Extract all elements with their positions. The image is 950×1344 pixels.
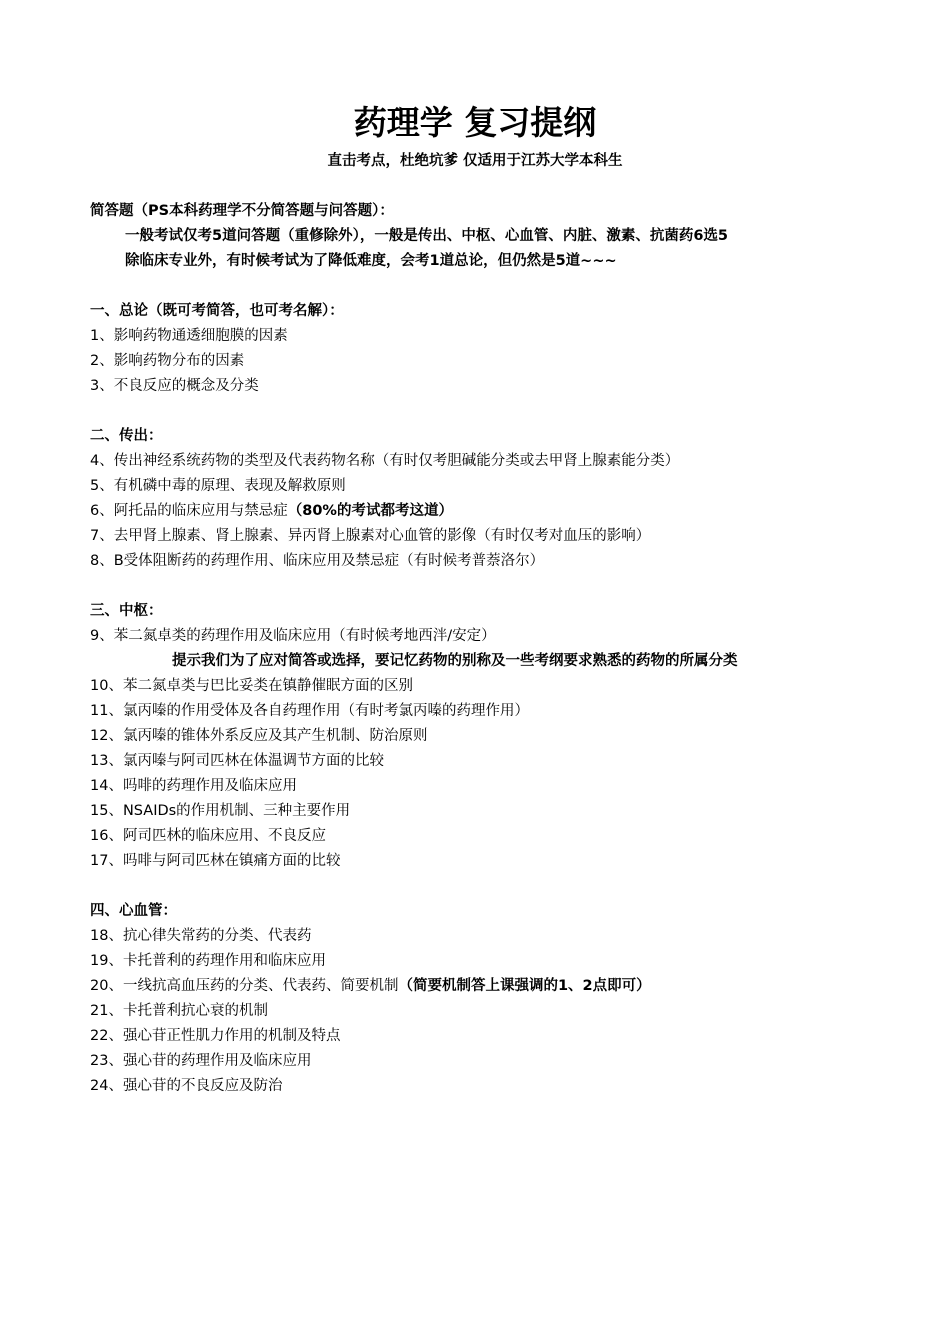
intro-line-2: 除临床专业外，有时候考试为了降低难度，会考1道总论，但仍然是5道~~~: [125, 253, 617, 269]
list-item: 17、吗啡与阿司匹林在镇痛方面的比较: [90, 853, 341, 869]
section-general-heading: 一、总论（既可考简答，也可考名解）：: [90, 303, 344, 319]
list-item: 24、强心苷的不良反应及防治: [90, 1078, 283, 1094]
list-item: 19、卡托普利的药理作用和临床应用: [90, 953, 326, 969]
list-item: 14、吗啡的药理作用及临床应用: [90, 778, 297, 794]
list-item: 5、有机磷中毒的原理、表现及解救原则: [90, 478, 346, 494]
list-item: 21、卡托普利抗心衰的机制: [90, 1003, 268, 1019]
list-item: 22、强心苷正性肌力作用的机制及特点: [90, 1028, 341, 1044]
list-item: 12、氯丙嗪的锥体外系反应及其产生机制、防治原则: [90, 728, 428, 744]
item-text: 6、阿托品的临床应用与禁忌症: [90, 503, 288, 519]
section-cardio-heading: 四、心血管：: [90, 903, 177, 919]
spacer: [90, 874, 870, 899]
page-subtitle: 直击考点，杜绝坑爹 仅适用于江苏大学本科生: [327, 153, 623, 169]
page-title: 药理学 复习提纲: [353, 103, 597, 142]
list-item: 2、影响药物分布的因素: [90, 353, 245, 369]
section-efferent-heading: 二、传出：: [90, 428, 163, 444]
list-item: 1、影响药物通透细胞膜的因素: [90, 328, 288, 344]
intro-heading: 简答题（PS本科药理学不分简答题与问答题）：: [90, 203, 394, 219]
list-item: 7、去甲肾上腺素、肾上腺素、异丙肾上腺素对心血管的影像（有时仅考对血压的影响）: [90, 528, 651, 544]
list-item: 15、NSAIDs的作用机制、三种主要作用: [90, 803, 351, 819]
list-item: 13、氯丙嗪与阿司匹林在体温调节方面的比较: [90, 753, 384, 769]
spacer: [90, 274, 870, 299]
list-item: 16、阿司匹林的临床应用、不良反应: [90, 828, 326, 844]
list-item: 8、B受体阻断药的药理作用、临床应用及禁忌症（有时候考普萘洛尔）: [90, 553, 545, 569]
intro-line-1: 一般考试仅考5道问答题（重修除外），一般是传出、中枢、心血管、内脏、激素、抗菌药6选5: [125, 228, 729, 244]
item-emphasis-note: （简要机制答上课强调的1、2点即可）: [398, 978, 651, 994]
spacer: [90, 574, 870, 599]
item-emphasis-note: （80%的考试都考这道）: [287, 503, 453, 519]
outline-body: [90, 199, 870, 1099]
list-item: 4、传出神经系统药物的类型及代表药物名称（有时仅考胆碱能分类或去甲肾上腺素能分类）: [90, 453, 680, 469]
list-item: 10、苯二氮卓类与巴比妥类在镇静催眠方面的区别: [90, 678, 413, 694]
list-item: [90, 974, 870, 999]
hint-note: 提示我们为了应对简答或选择，要记忆药物的别称及一些考纲要求熟悉的药物的所属分类: [172, 653, 738, 669]
spacer: [90, 399, 870, 424]
section-cns-heading: 三、中枢：: [90, 603, 163, 619]
list-item: 3、不良反应的概念及分类: [90, 378, 259, 394]
list-item: 9、苯二氮卓类的药理作用及临床应用（有时候考地西泮/安定）: [90, 628, 496, 644]
list-item: [90, 499, 870, 524]
list-item: 11、氯丙嗪的作用受体及各自药理作用（有时考氯丙嗪的药理作用）: [90, 703, 529, 719]
item-text: 20、一线抗高血压药的分类、代表药、简要机制: [90, 978, 399, 994]
list-item: 18、抗心律失常药的分类、代表药: [90, 928, 312, 944]
list-item: 23、强心苷的药理作用及临床应用: [90, 1053, 312, 1069]
